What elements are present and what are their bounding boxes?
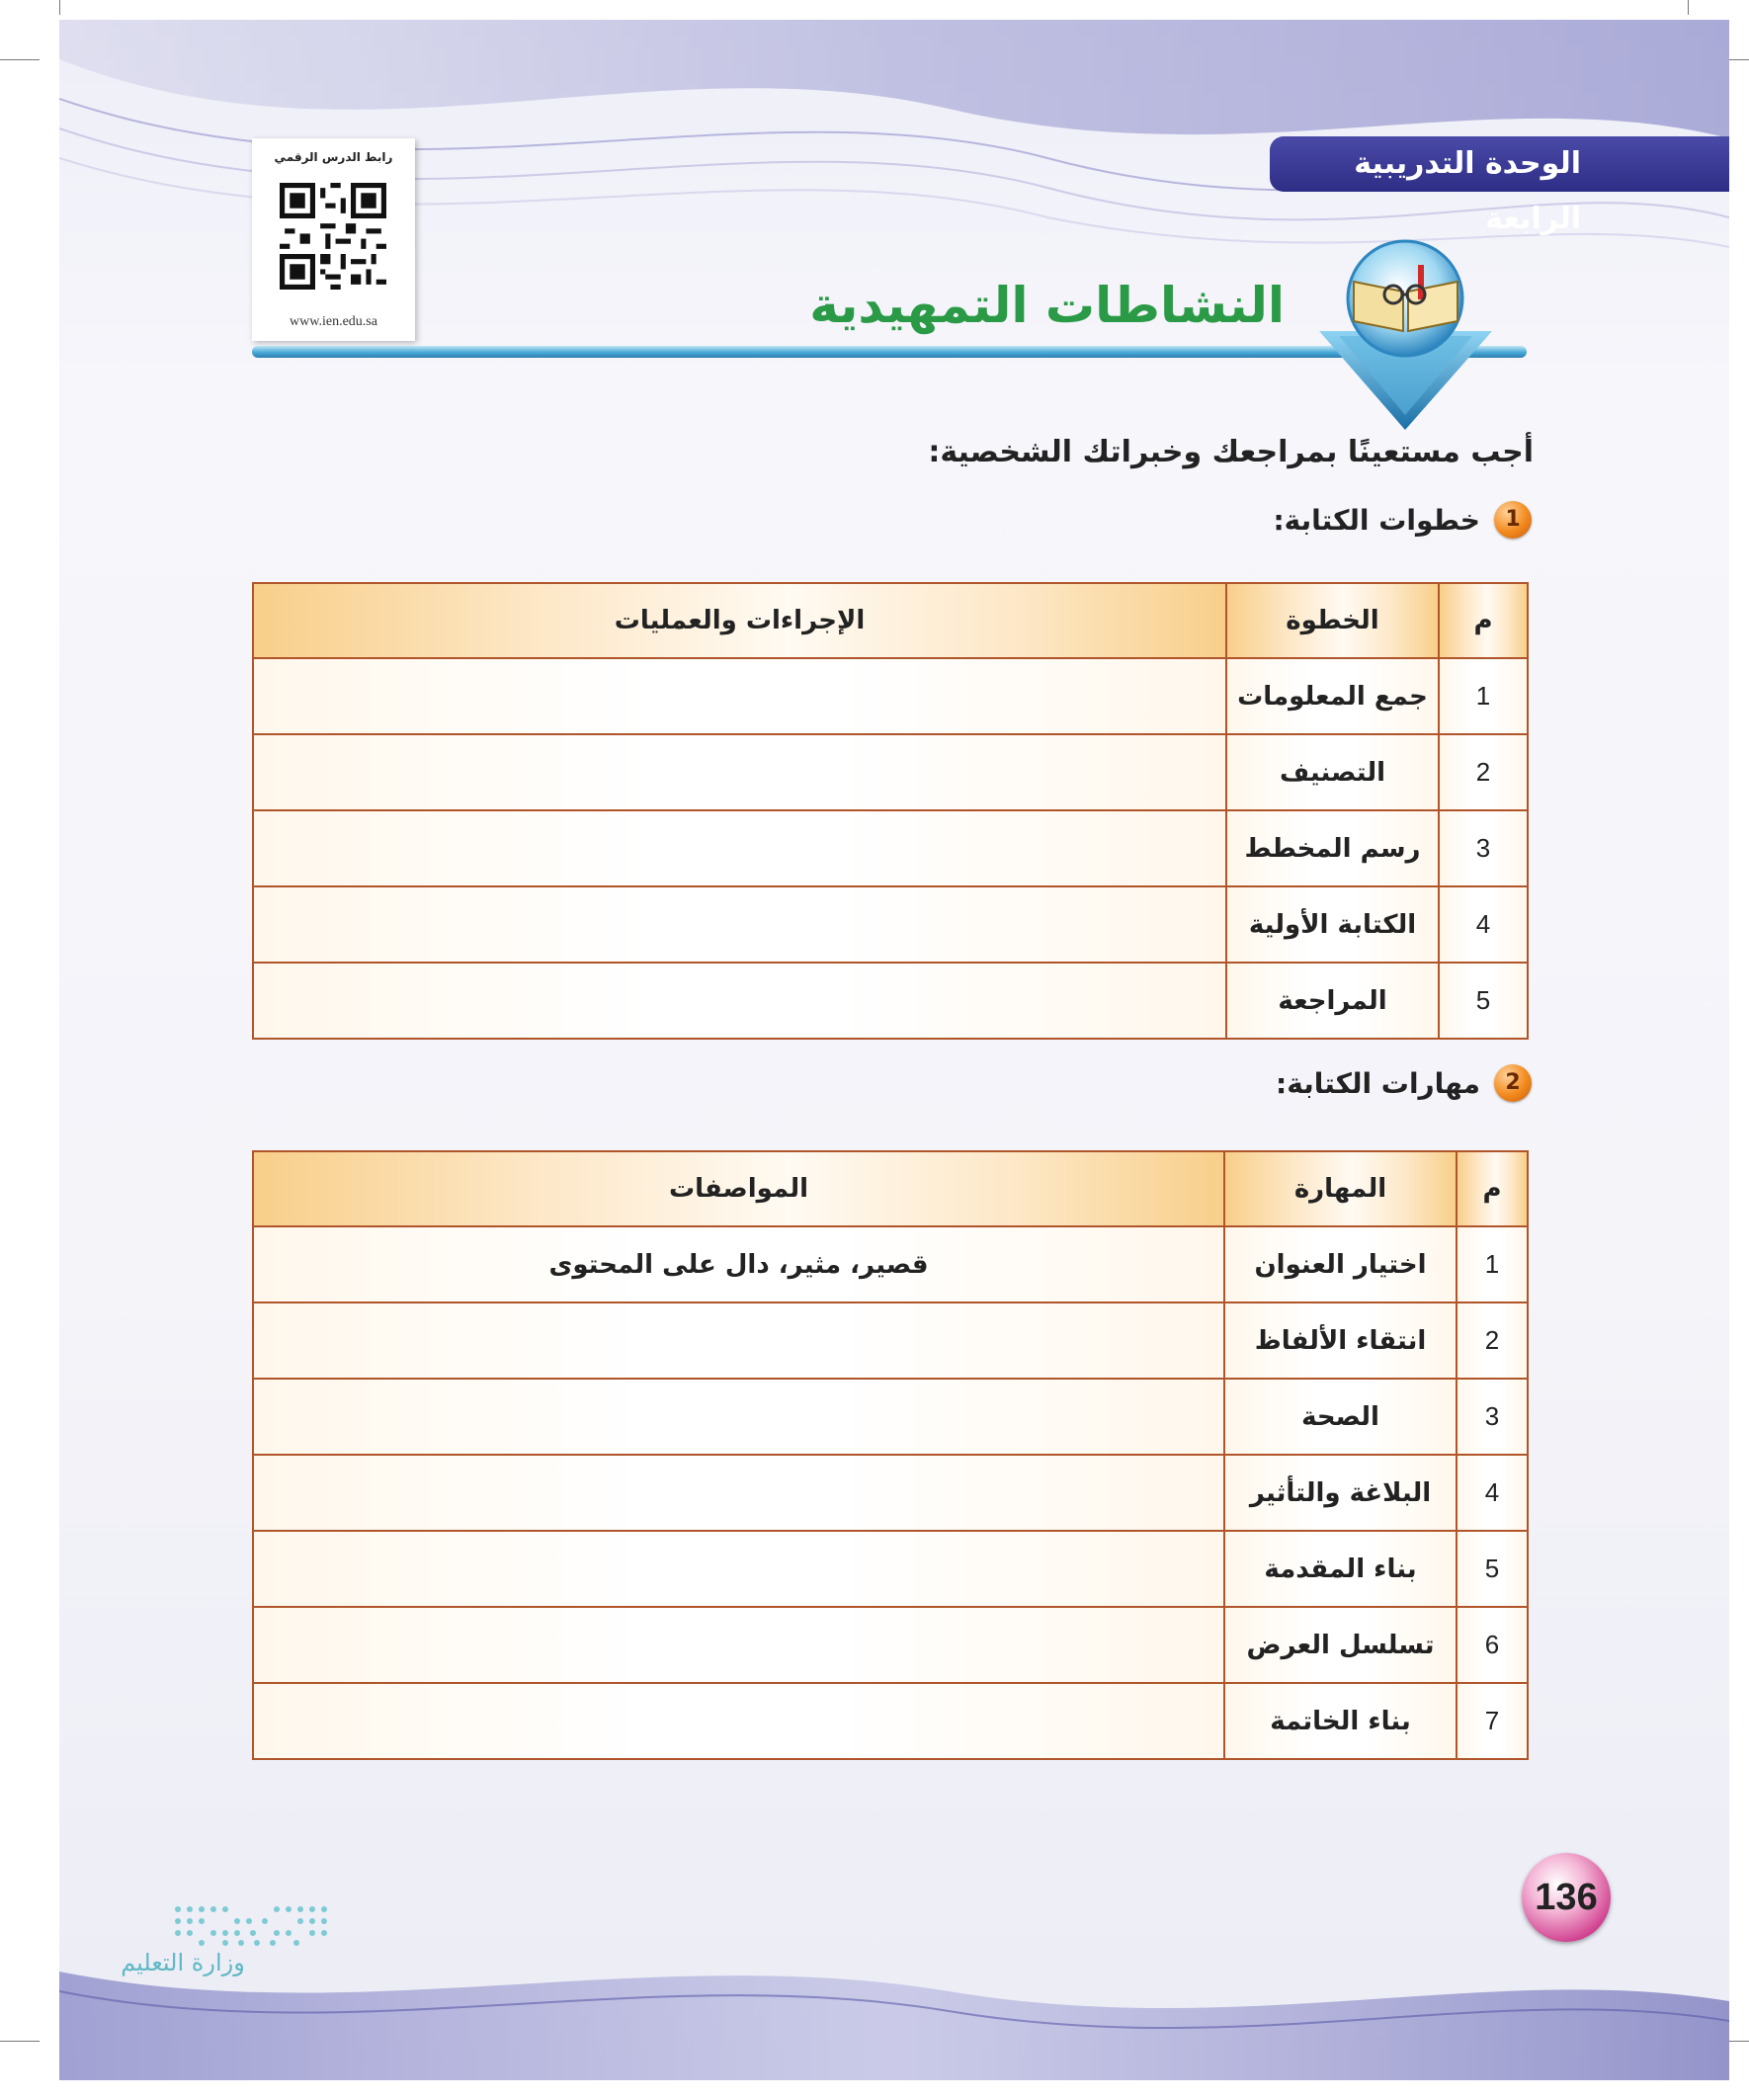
ministry-name: وزارة التعليم [121,1949,245,1976]
row-skill: البلاغة والتأثير [1224,1455,1457,1531]
row-num: 4 [1457,1455,1528,1531]
row-num: 5 [1457,1531,1528,1607]
table-row [253,1455,1528,1531]
answer-cell[interactable] [253,1531,1224,1607]
row-skill: الصحة [1224,1379,1457,1455]
row-num: 2 [1457,1302,1528,1379]
row-step: الكتابة الأولية [1226,886,1439,963]
table-row [253,1379,1528,1455]
row-skill: تسلسل العرض [1224,1607,1457,1683]
answer-cell[interactable] [253,1455,1224,1531]
ministry-logo-icon [99,1897,336,1996]
crop-mark [0,2041,40,2042]
row-step: رسم المخطط [1226,810,1439,886]
row-skill: انتقاء الألفاظ [1224,1302,1457,1379]
writing-skills-table [252,1150,1529,1760]
answer-cell[interactable] [253,734,1226,810]
crop-mark [1688,0,1689,15]
part2-number-badge: 2 [1494,1064,1532,1102]
row-num: 5 [1439,963,1528,1039]
row-skill: بناء الخاتمة [1224,1683,1457,1759]
row-num: 4 [1439,886,1528,963]
row-skill: بناء المقدمة [1224,1531,1457,1607]
table-header-row [253,583,1528,658]
section-title: النشاطات التمهيدية [809,277,1285,334]
table-header-row [253,1151,1528,1226]
header-procedures: الإجراءات والعمليات [253,583,1226,658]
row-num: 7 [1457,1683,1528,1759]
row-num: 1 [1439,658,1528,734]
row-skill: اختيار العنوان [1224,1226,1457,1302]
writing-steps-table [252,582,1529,1040]
answer-cell[interactable] [253,1683,1224,1759]
answer-cell[interactable] [253,886,1226,963]
qr-code-icon [280,183,386,290]
row-num: 3 [1457,1379,1528,1455]
qr-url[interactable]: www.ien.edu.sa [290,314,377,329]
row-num: 6 [1457,1607,1528,1683]
answer-cell[interactable] [253,1302,1224,1379]
instruction-text: أجب مستعينًا بمراجعك وخبراتك الشخصية: [928,435,1534,469]
table-row [253,734,1528,810]
part2-heading [1276,1064,1532,1102]
unit-banner: الوحدة التدريبية الرابعة [1270,136,1729,192]
crop-mark [59,0,60,15]
header-num: م [1457,1151,1528,1226]
crop-mark [0,59,40,60]
table-row [253,1531,1528,1607]
part1-number-badge: 1 [1494,501,1532,539]
row-step: جمع المعلومات [1226,658,1439,734]
table-row [253,886,1528,963]
table-row [253,658,1528,734]
qr-title: رابط الدرس الرقمي [274,150,393,164]
answer-cell[interactable] [253,963,1226,1039]
answer-cell[interactable] [253,810,1226,886]
header-num: م [1439,583,1528,658]
table-row [253,1683,1528,1759]
part1-heading [1273,501,1532,539]
row-step: التصنيف [1226,734,1439,810]
answer-cell[interactable]: قصير، مثير، دال على المحتوى [253,1226,1224,1302]
page-number: 136 [1522,1853,1611,1942]
table-row [253,1607,1528,1683]
table-row [253,1226,1528,1302]
part2-heading-text: مهارات الكتابة: [1276,1066,1480,1100]
header-step: الخطوة [1226,583,1439,658]
answer-cell[interactable] [253,1379,1224,1455]
answer-cell[interactable] [253,1607,1224,1683]
row-num: 2 [1439,734,1528,810]
answer-cell[interactable] [253,658,1226,734]
table-row [253,963,1528,1039]
header-skill: المهارة [1224,1151,1457,1226]
part1-heading-text: خطوات الكتابة: [1273,503,1480,537]
book-glasses-icon [1314,237,1497,430]
row-step: المراجعة [1226,963,1439,1039]
header-specs: المواصفات [253,1151,1224,1226]
row-num: 1 [1457,1226,1528,1302]
table-row [253,810,1528,886]
row-num: 3 [1439,810,1528,886]
digital-lesson-qr[interactable] [252,138,415,341]
table-row [253,1302,1528,1379]
